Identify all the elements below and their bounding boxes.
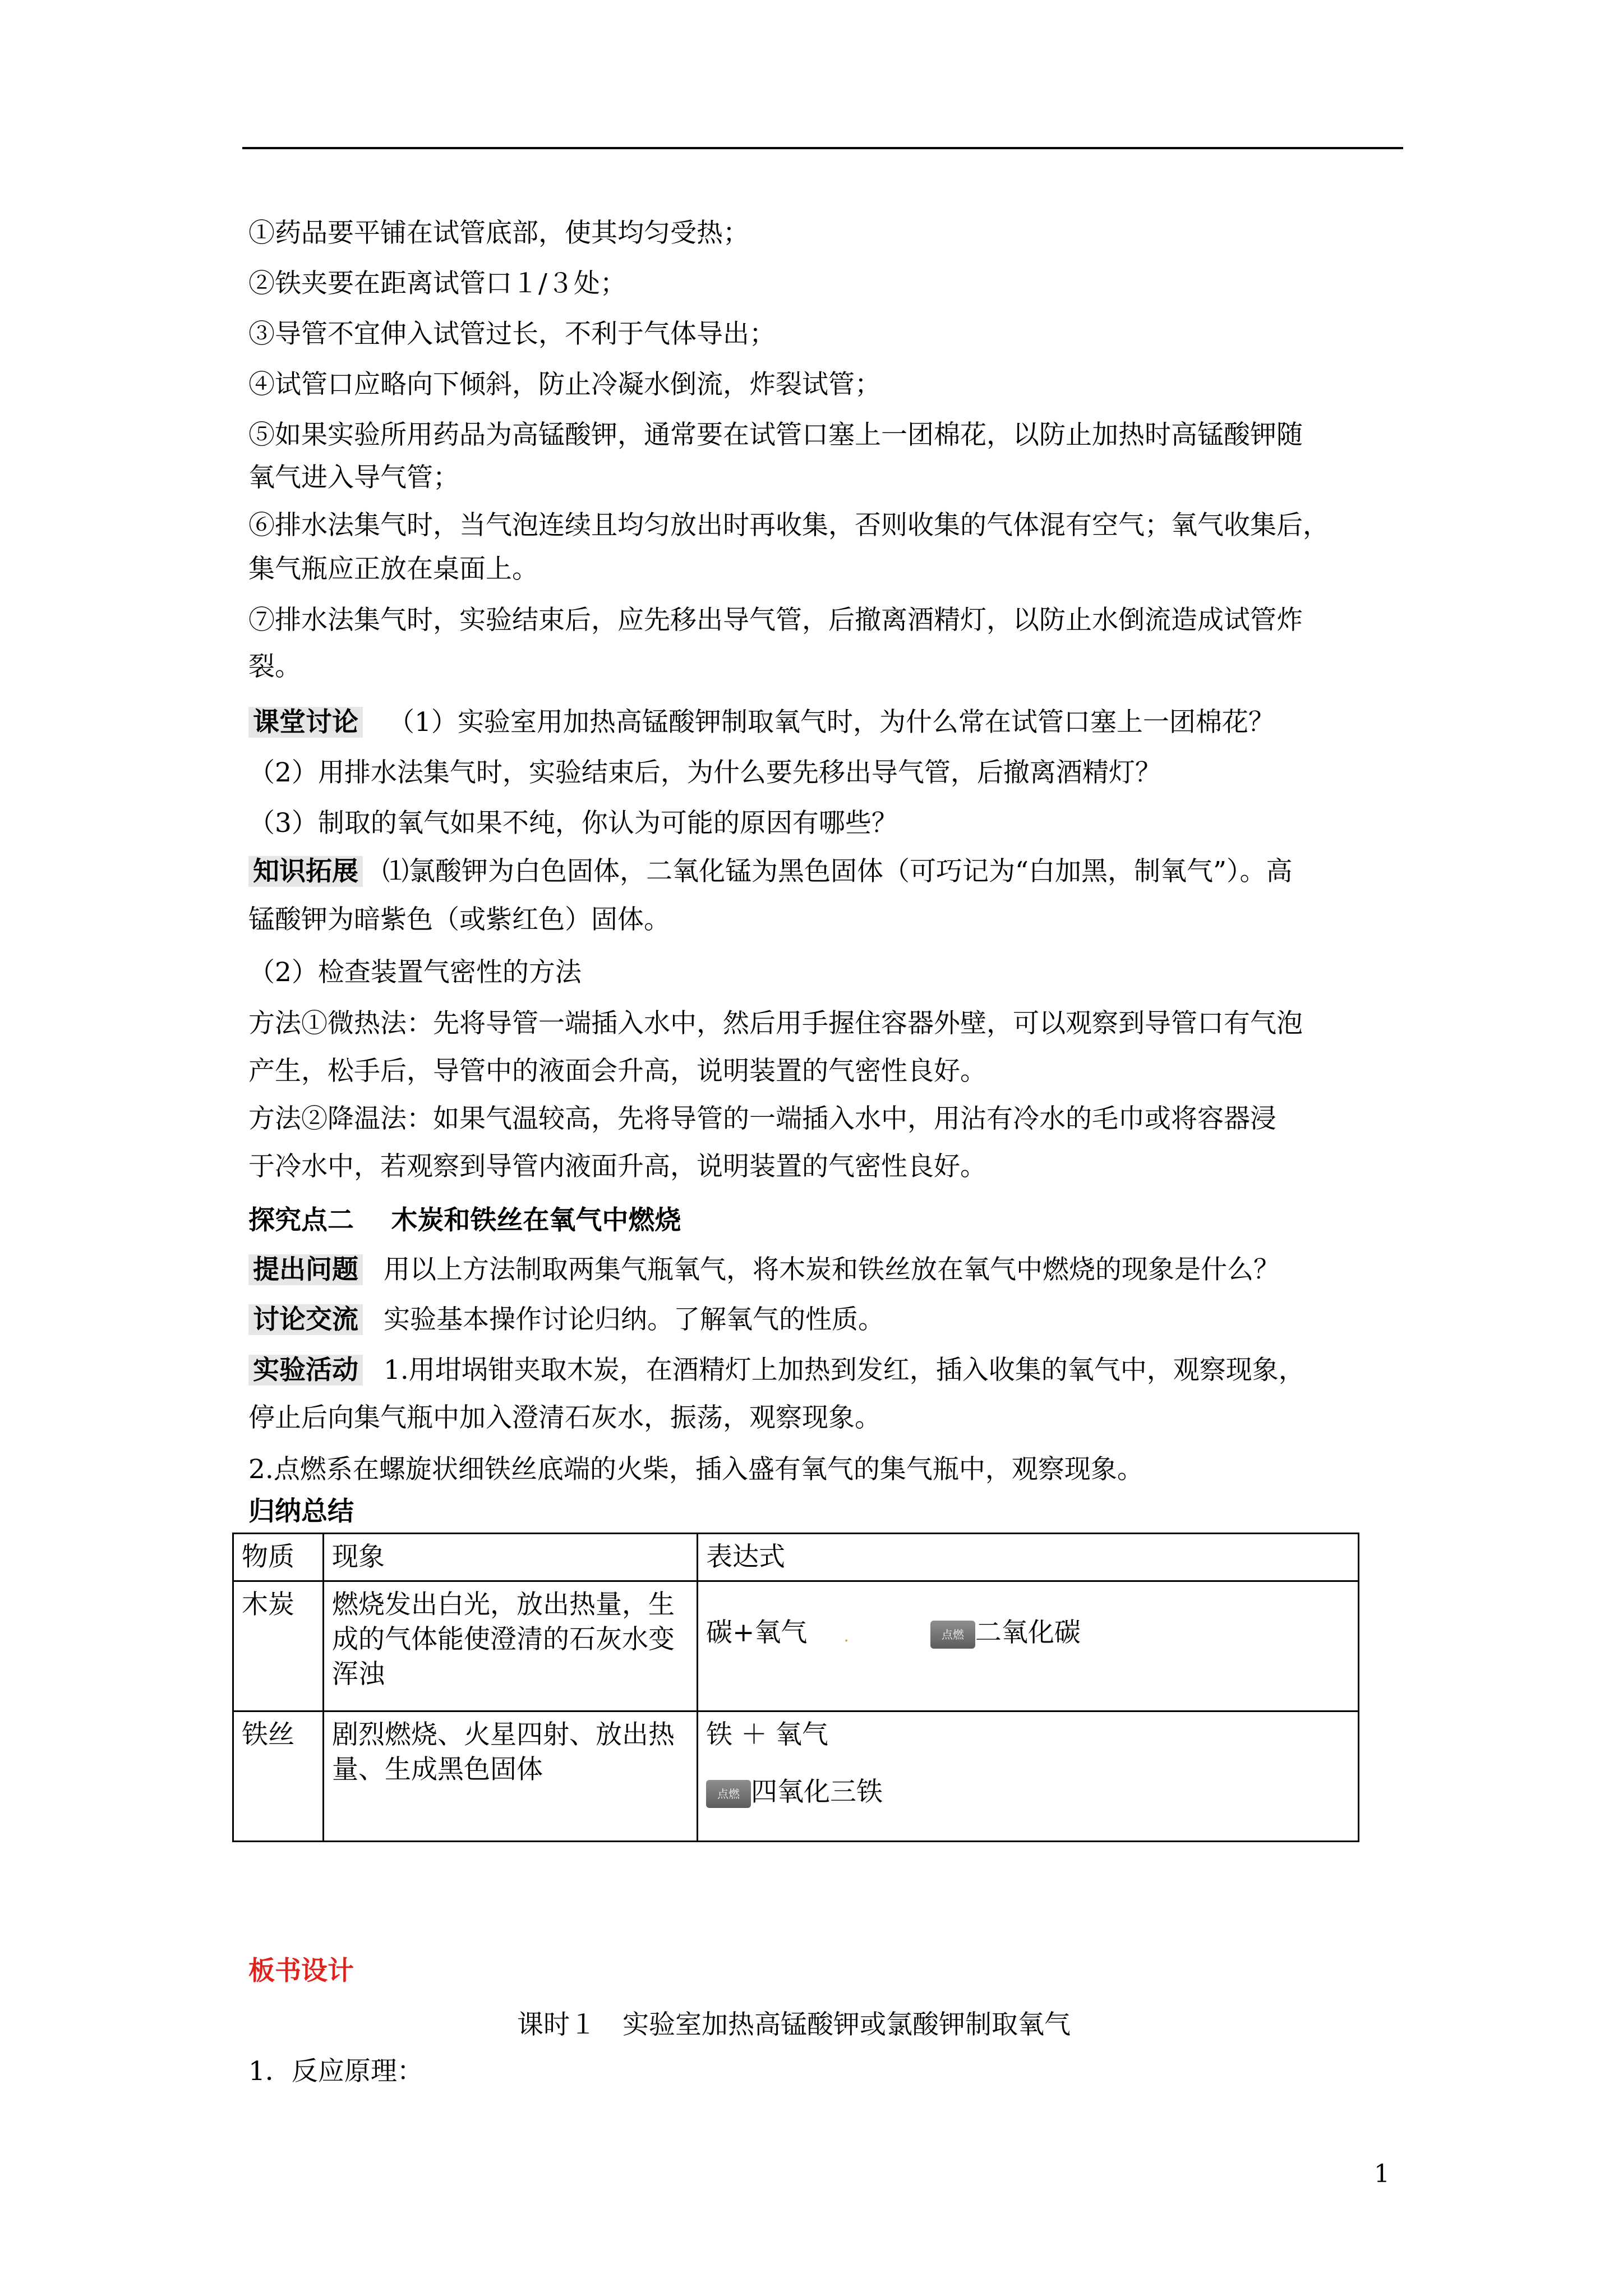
expr-left: 铁 ＋ 氧气 bbox=[706, 1719, 828, 1750]
cell-expression bbox=[698, 1711, 1359, 1842]
point2-heading bbox=[248, 1204, 681, 1237]
extension-label: 知识拓展 bbox=[248, 856, 363, 887]
activity-line-1 bbox=[248, 1354, 1305, 1387]
expr-left: 碳+氧气 bbox=[706, 1617, 808, 1648]
dot-mark: . bbox=[843, 1626, 849, 1646]
header-rule bbox=[242, 147, 1403, 149]
condition-arrow: 点燃 bbox=[930, 1621, 975, 1649]
summary-label: 归纳总结 bbox=[248, 1496, 354, 1527]
cell-substance: 铁丝 bbox=[233, 1711, 324, 1842]
header-substance: 物质 bbox=[233, 1534, 324, 1581]
point2-label: 探究点二 bbox=[248, 1205, 354, 1236]
discussion-line-1 bbox=[248, 706, 1275, 739]
cell-substance: 木炭 bbox=[233, 1581, 324, 1711]
page-number: 1 bbox=[1374, 2160, 1390, 2188]
method-2b: 于冷水中，若观察到导管内液面升高，说明装置的气密性良好。 bbox=[248, 1151, 986, 1182]
method-1b: 产生，松手后，导管中的液面会升高，说明装置的气密性良好。 bbox=[248, 1056, 986, 1087]
note-3: ③导管不宜伸入试管过长，不利于气体导出； bbox=[248, 319, 776, 349]
cell-phenomenon: 剧烈燃烧、火星四射、放出热量、生成黑色固体 bbox=[324, 1711, 698, 1842]
expr-right: 二氧化碳 bbox=[975, 1617, 1081, 1648]
exchange-text: 实验基本操作讨论归纳。了解氧气的性质。 bbox=[383, 1304, 884, 1335]
discussion-q2: （2）用排水法集气时，实验结束后，为什么要先移出导气管，后撤离酒精灯？ bbox=[248, 757, 1161, 788]
table-header-row bbox=[233, 1534, 1359, 1581]
activity-a2: 2.点燃系在螺旋状细铁丝底端的火柴，插入盛有氧气的集气瓶中，观察现象。 bbox=[248, 1454, 1144, 1485]
extension-p1a: ⑴氯酸钾为白色固体，二氧化锰为黑色固体（可巧记为“白加黑，制氧气”）。高 bbox=[382, 856, 1293, 887]
activity-a1b: 停止后向集气瓶中加入澄清石灰水，振荡，观察现象。 bbox=[248, 1402, 881, 1433]
note-7b: 裂。 bbox=[248, 651, 301, 682]
question-text: 用以上方法制取两集气瓶氧气，将木炭和铁丝放在氧气中燃烧的现象是什么？ bbox=[383, 1254, 1280, 1285]
method-1a: 方法①微热法：先将导管一端插入水中，然后用手握住容器外壁，可以观察到导管口有气泡 bbox=[248, 1008, 1303, 1039]
header-phenomenon: 现象 bbox=[324, 1534, 698, 1581]
question-label: 提出问题 bbox=[248, 1254, 363, 1285]
condition-arrow: 点燃 bbox=[706, 1780, 751, 1808]
method-2a: 方法②降温法：如果气温较高，先将导管的一端插入水中，用沾有冷水的毛巾或将容器浸 bbox=[248, 1103, 1276, 1134]
reaction-principle: 1．反应原理： bbox=[248, 2056, 423, 2087]
point2-title: 木炭和铁丝在氧气中燃烧 bbox=[391, 1205, 681, 1236]
note-7a: ⑦排水法集气时，实验结束后，应先移出导气管，后撤离酒精灯，以防止水倒流造成试管炸 bbox=[248, 605, 1303, 636]
exchange-label: 讨论交流 bbox=[248, 1304, 363, 1335]
note-2: ②铁夹要在距离试管口１/３处； bbox=[248, 268, 626, 299]
note-4: ④试管口应略向下倾斜，防止冷凝水倒流，炸裂试管； bbox=[248, 369, 881, 400]
header-expression: 表达式 bbox=[698, 1534, 1359, 1581]
extension-p1b: 锰酸钾为暗紫色（或紫红色）固体。 bbox=[248, 904, 670, 935]
extension-p2: （2）检查装置气密性的方法 bbox=[248, 957, 582, 988]
question-line bbox=[248, 1253, 1280, 1287]
exchange-line bbox=[248, 1303, 884, 1337]
lesson-title: 课时１ 实验室加热高锰酸钾或氯酸钾制取氧气 bbox=[517, 2009, 1071, 2040]
discussion-label: 课堂讨论 bbox=[248, 707, 363, 738]
activity-label: 实验活动 bbox=[248, 1355, 363, 1386]
table-row bbox=[233, 1711, 1359, 1842]
summary-table bbox=[232, 1533, 1359, 1842]
discussion-q1: （1）实验室用加热高锰酸钾制取氧气时，为什么常在试管口塞上一团棉花？ bbox=[388, 707, 1275, 738]
activity-a1: 1.用坩埚钳夹取木炭，在酒精灯上加热到发红，插入收集的氧气中，观察现象， bbox=[383, 1355, 1305, 1386]
discussion-q3: （3）制取的氧气如果不纯，你认为可能的原因有哪些？ bbox=[248, 808, 898, 839]
note-5a: ⑤如果实验所用药品为高锰酸钾，通常要在试管口塞上一团棉花，以防止加热时高锰酸钾随 bbox=[248, 420, 1303, 450]
board-design-label: 板书设计 bbox=[248, 1955, 354, 1986]
table-row bbox=[233, 1581, 1359, 1711]
cell-expression bbox=[698, 1581, 1359, 1711]
note-6a: ⑥排水法集气时，当气泡连续且均匀放出时再收集，否则收集的气体混有空气；氧气收集后， bbox=[248, 510, 1329, 541]
expr-result-line bbox=[706, 1775, 1350, 1810]
cell-phenomenon: 燃烧发出白光，放出热量，生成的气体能使澄清的石灰水变浑浊 bbox=[324, 1581, 698, 1711]
expr-right: 四氧化三铁 bbox=[751, 1777, 883, 1807]
note-5b: 氧气进入导气管； bbox=[248, 462, 459, 493]
note-1: ①药品要平铺在试管底部，使其均匀受热； bbox=[248, 218, 749, 249]
note-6b: 集气瓶应正放在桌面上。 bbox=[248, 554, 538, 585]
extension-line-1 bbox=[248, 855, 1293, 889]
